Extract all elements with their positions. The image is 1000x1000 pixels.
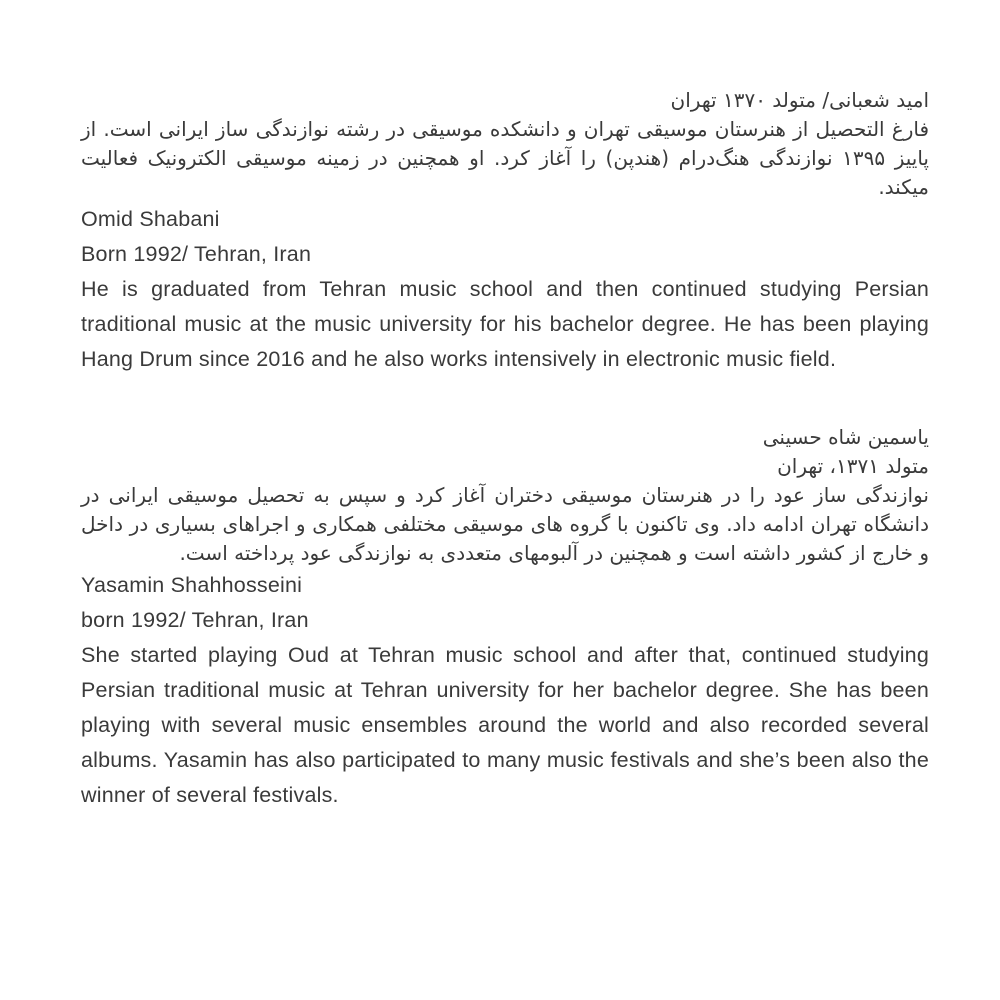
persian-name-line: امید شعبانی/ متولد ۱۳۷۰ تهران xyxy=(670,88,929,112)
english-born-line: Born 1992/ Tehran, Iran xyxy=(81,242,312,266)
persian-paragraph: نوازندگی ساز عود را در هنرستان موسیقی دختران آغاز کرد و سپس به تحصیل موسیقی ایرانی در دانشگاه تهران ادامه داد. وی تاکنون با گروه های موسیقی مختلفی همکاری و اجراهای بسیاری در داخل و خارج از کشور داشته است و همچنین در آلبومهای متعددی به نوازندگی عود پرداخته است. xyxy=(81,483,929,565)
english-name: Yasamin Shahhosseini xyxy=(81,573,303,597)
persian-bio xyxy=(81,86,929,202)
english-bio xyxy=(81,202,929,377)
document-page xyxy=(81,86,929,813)
persian-paragraph: فارغ التحصیل از هنرستان موسیقی تهران و دانشکده موسیقی در رشته نوازندگی ساز ایرانی است. از پاییز ۱۳۹۵ نوازندگی هنگ‌درام (هندپن) را آغاز کرد. او همچنین در زمینه موسیقی الکترونیک فعالیت میکند. xyxy=(81,117,929,199)
english-paragraph: He is graduated from Tehran music school and then continued studying Persian traditional music at the music university for his bachelor degree. He has been playing Hang Drum since 2016 and he also works intensively in electronic music field. xyxy=(81,277,929,371)
bio-omid-shabani xyxy=(81,86,929,377)
english-name: Omid Shabani xyxy=(81,207,220,231)
persian-bio xyxy=(81,423,929,568)
english-paragraph: She started playing Oud at Tehran music school and after that, continued studying Persian traditional music at Tehran university for her bachelor degree. She has been playing with several music ensembles around the world and also recorded several albums. Yasamin has also participated to many music festivals and she’s been also the winner of several festivals. xyxy=(81,643,929,807)
bio-yasamin-shahhosseini xyxy=(81,423,929,813)
english-bio xyxy=(81,568,929,813)
english-born-line: born 1992/ Tehran, Iran xyxy=(81,608,309,632)
persian-name-line: یاسمین شاه حسینی xyxy=(762,425,929,449)
persian-born-line: متولد ۱۳۷۱، تهران xyxy=(777,454,929,478)
